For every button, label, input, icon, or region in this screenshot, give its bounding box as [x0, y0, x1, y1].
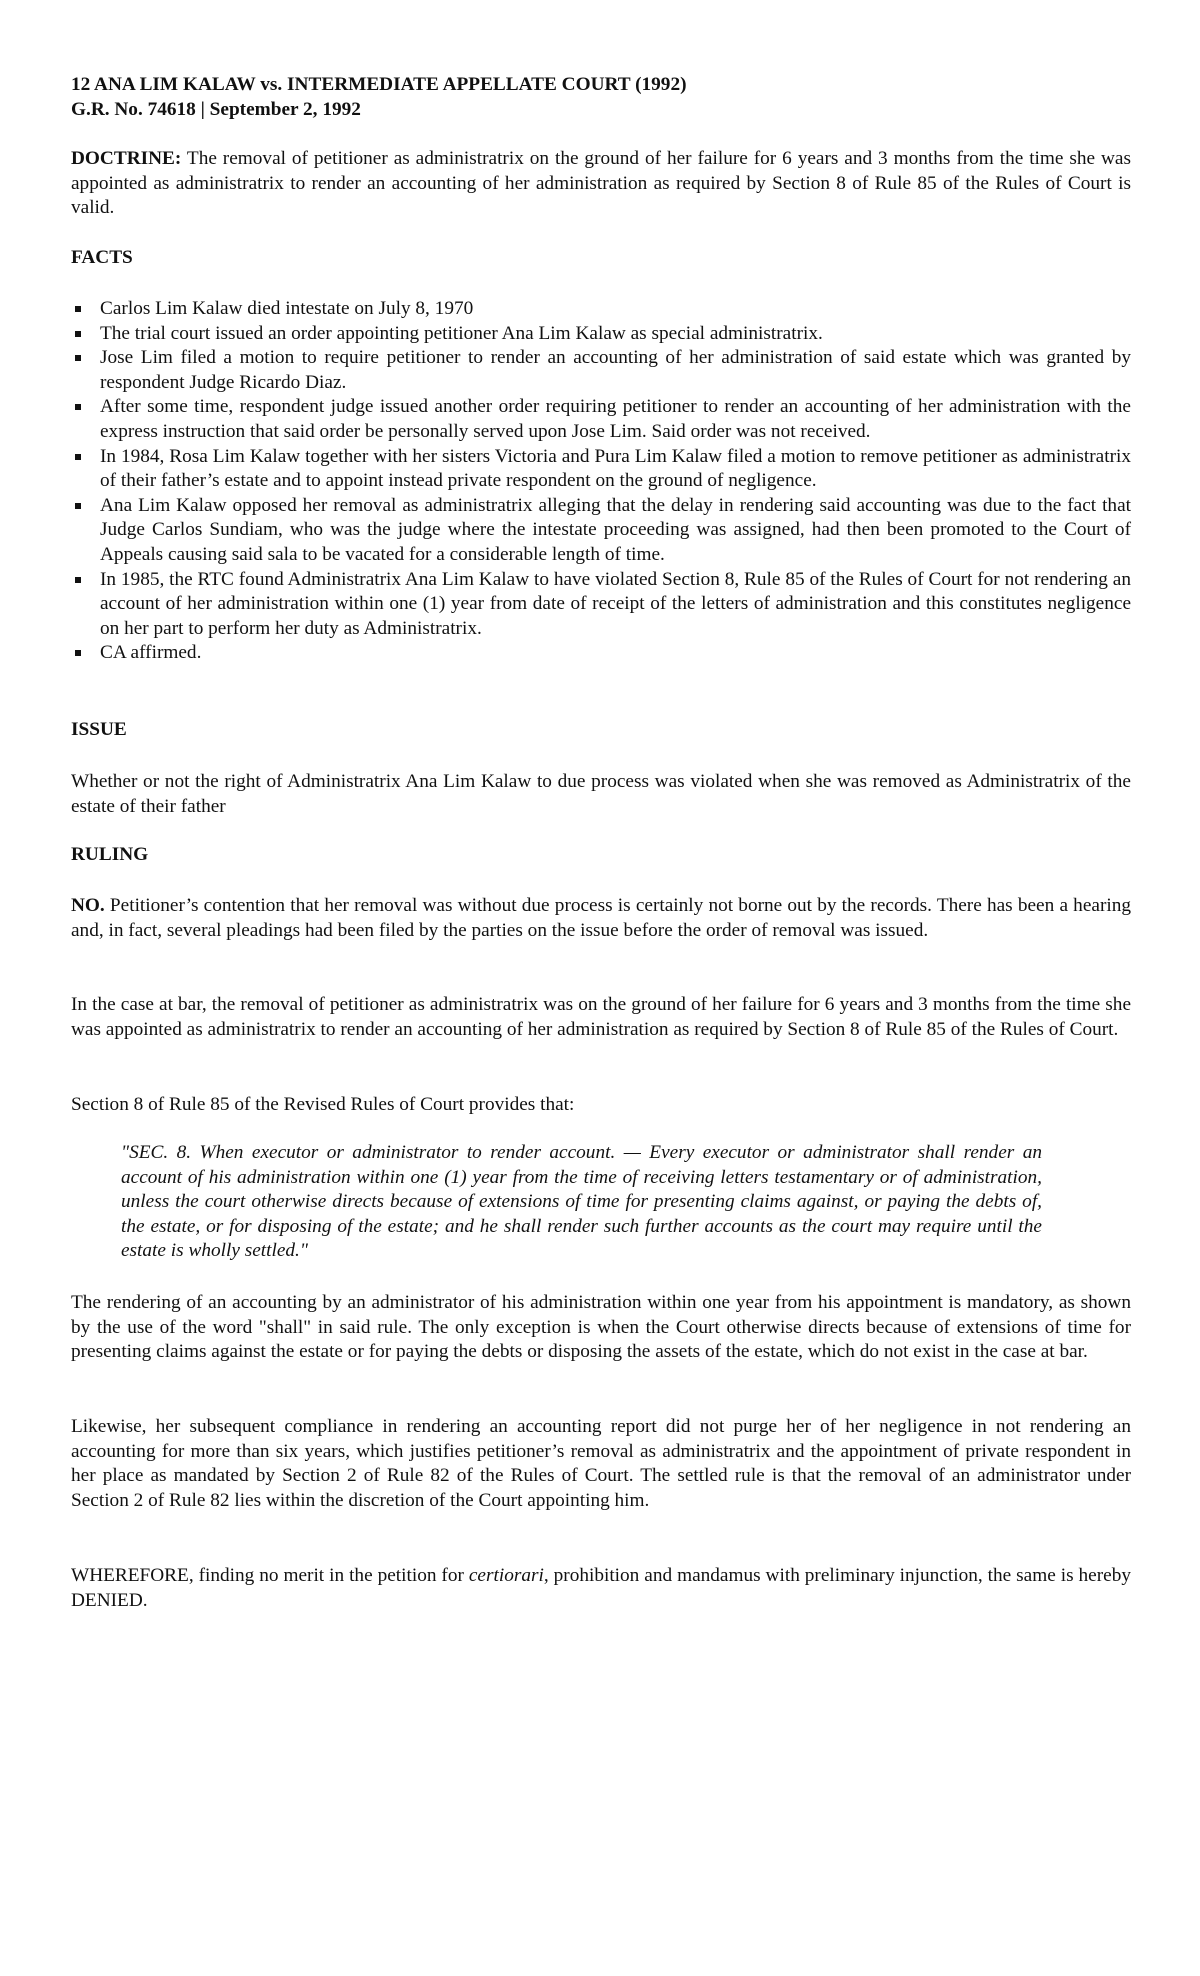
ruling-paragraph-5: Likewise, her subsequent compliance in rendering an accounting report did not purge her of her negligence in not rendering an accounting for more than six years, which justifies petitioner’s removal as administratrix and the appointment of private respondent in her place as mandated by Section 2 of Rule 82 of the Rules of Court. The settled rule is that the removal of an administrator under Section 2 of Rule 82 lies within the discretion of the Court appointing him. [71, 1416, 1131, 1511]
doctrine-text: The removal of petitioner as administratrix on the ground of her failure for 6 years and 3 months from the time she was appointed as administratrix to render an accounting of her administration as required by Section 8 of Rule 85 of the Rules of Court is valid. [71, 148, 1131, 219]
fact-item [71, 322, 1131, 347]
fact-text: CA affirmed. [100, 642, 202, 664]
ruling-paragraph-1 [71, 894, 1131, 943]
wherefore-text-a: WHEREFORE, finding no merit in the petition for [71, 1565, 469, 1586]
case-title-block [71, 73, 1131, 122]
facts-heading: FACTS [71, 247, 133, 268]
fact-item [71, 395, 1131, 444]
fact-text: Jose Lim filed a motion to require petitioner to render an accounting of her administration of said estate which was granted by respondent Judge Ricardo Diaz. [100, 347, 1131, 393]
fact-item [71, 641, 1131, 666]
fact-item [71, 445, 1131, 494]
fact-text: After some time, respondent judge issued another order requiring petitioner to render an accounting of her administration with the express instruction that said order be personally served upon Jose Lim. Said order was not received. [100, 396, 1131, 442]
ruling-answer: NO. [71, 895, 105, 916]
fact-text: Carlos Lim Kalaw died intestate on July 8, 1970 [100, 298, 474, 319]
fact-text: In 1985, the RTC found Administratrix Ana Lim Kalaw to have violated Section 8, Rule 85 of the Rules of Court for not rendering an account of her administration within one (1) year from date of receipt of the letters of administration and this constitutes negligence on her part to perform her duty as Administratrix. [100, 568, 1131, 639]
fact-text: Ana Lim Kalaw opposed her removal as administratrix alleging that the delay in rendering said accounting was due to the fact that Judge Carlos Sundiam, who was the judge where the intestate proceeding was assigned, had then been promoted to the Court of Appeals causing said sala to be vacated for a considerable length of time. [100, 494, 1131, 565]
ruling-heading: RULING [71, 844, 149, 865]
ruling-paragraph-2: In the case at bar, the removal of petitioner as administratrix was on the ground of her failure for 6 years and 3 months from the time she was appointed as administratrix to render an accounting of her administration as required by Section 8 of Rule 85 of the Rules of Court. [71, 994, 1131, 1040]
fact-item [71, 568, 1131, 642]
fact-item [71, 494, 1131, 568]
fact-text: In 1984, Rosa Lim Kalaw together with her sisters Victoria and Pura Lim Kalaw filed a motion to remove petitioner as administratrix of their father’s estate and to appoint instead private respondent on the ground of negligence. [100, 445, 1131, 492]
bullet-icon [75, 503, 81, 509]
ruling-paragraph-3: Section 8 of Rule 85 of the Revised Rules of Court provides that: [71, 1094, 575, 1115]
bullet-icon [75, 404, 81, 410]
ruling-paragraph-4: The rendering of an accounting by an administrator of his administration within one year from his appointment is mandatory, as shown by the use of the word "shall" in said rule. The only exception is when the Court otherwise directs because of extensions of time for presenting claims against the estate or for paying the debts or disposing the assets of the estate, which do not exist in the case at bar. [71, 1292, 1131, 1363]
bullet-icon [75, 454, 81, 460]
doctrine-label: DOCTRINE: [71, 148, 182, 169]
fact-text: The trial court issued an order appointing petitioner Ana Lim Kalaw as special administratrix. [100, 322, 823, 344]
ruling-p1-text: Petitioner’s contention that her removal was without due process is certainly not borne out by the records. There has been a hearing and, in fact, several pleadings had been filed by the parties on the issue before the order of removal was issued. [71, 895, 1131, 941]
gr-number-date: G.R. No. 74618 | September 2, 1992 [71, 98, 361, 120]
bullet-icon [75, 577, 81, 583]
facts-list [71, 297, 1131, 666]
bullet-icon [75, 650, 81, 656]
fact-item [71, 346, 1131, 395]
wherefore-text-b: , prohibition and mandamus with preliminary injunction, the same is hereby DENIED. [71, 1565, 1131, 1611]
wherefore-italic: certiorari [468, 1565, 544, 1586]
doctrine-paragraph [71, 147, 1131, 221]
statute-quote: "SEC. 8. When executor or administrator to render account. — Every executor or administrator shall render an account of his administration within one (1) year from the time of receiving letters testamentary or of administration, unless the court otherwise directs because of extensions of time for presenting claims against, or paying the debts of, the estate, or for disposing of the estate; and he shall render such further accounts as the court may require until the estate is wholly settled." [121, 1142, 1042, 1262]
bullet-icon [75, 331, 81, 337]
bullet-icon [75, 306, 81, 312]
case-title: 12 ANA LIM KALAW vs. INTERMEDIATE APPELLATE COURT (1992) [71, 74, 687, 95]
issue-heading: ISSUE [71, 719, 127, 740]
fact-item [71, 297, 1131, 322]
issue-text: Whether or not the right of Administratrix Ana Lim Kalaw to due process was violated when she was removed as Administratrix of the estate of their father [71, 771, 1131, 817]
bullet-icon [75, 355, 81, 361]
wherefore-paragraph [71, 1564, 1131, 1613]
